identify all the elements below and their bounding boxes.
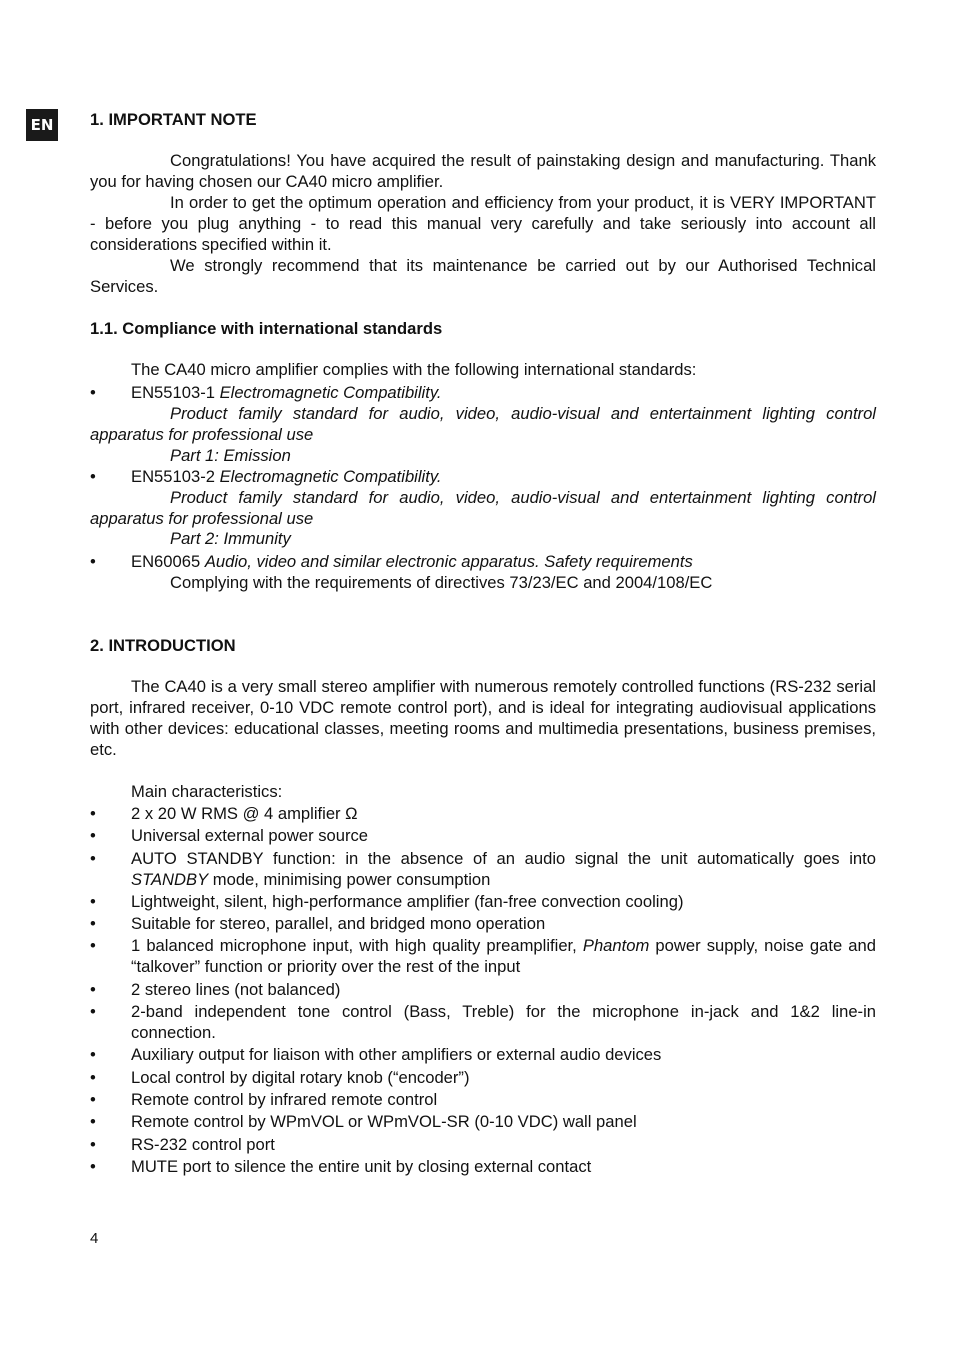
paragraph-text: Part 1: Emission [170, 446, 291, 465]
list-item [90, 1067, 876, 1088]
list-item [90, 1111, 876, 1132]
list-item-text: Lightweight, silent, high-performance amplifier (fan-free convection cooling) [131, 892, 684, 911]
standard-2-description [90, 487, 876, 529]
main-characteristics-label [90, 781, 876, 802]
list-item-text: Universal external power source [131, 826, 369, 845]
list-item-text: 2 stereo lines (not balanced) [131, 980, 341, 999]
paragraph-introduction [90, 676, 876, 760]
standard-code: EN55103-2 [131, 467, 215, 486]
bullet-icon: • [90, 892, 96, 911]
text-segment-italic: STANDBY [131, 870, 209, 889]
paragraph-maintenance [90, 255, 876, 297]
bullet-icon: • [90, 914, 96, 933]
paragraph-text: Product family standard for audio, video, audio-visual and entertainment lighting control apparatus for professional use [90, 488, 876, 528]
bullet-icon: • [90, 849, 96, 868]
bullet-icon: • [90, 552, 96, 571]
text-segment: 1 balanced microphone input, with high quality preamplifier, [131, 936, 577, 955]
list-item-text: Remote control by infrared remote control [131, 1090, 438, 1109]
standard-code: EN55103-1 [131, 383, 215, 402]
list-item-text [131, 848, 876, 890]
bullet-icon: • [90, 804, 96, 823]
section-heading-important-note: 1. IMPORTANT NOTE [90, 110, 257, 129]
list-item-text: 2 x 20 W RMS @ 4 amplifier Ω [131, 804, 358, 823]
paragraph-compliance-intro [90, 359, 876, 380]
standard-title: Audio, video and similar electronic apparatus. Safety requirements [204, 552, 693, 571]
paragraph-text: Complying with the requirements of directives 73/23/EC and 2004/108/EC [170, 573, 713, 592]
list-item-standard-1 [90, 382, 876, 403]
standard-1-part [90, 445, 876, 466]
text-segment: AUTO STANDBY function: in the absence of an audio signal the unit automatically goes into [131, 849, 876, 868]
text-segment: power supply, noise gate and “talkover” function or priority over the rest of the input [131, 936, 876, 976]
paragraph-text: The CA40 is a very small stereo amplifier with numerous remotely controlled functions (RS-232 serial port, infrared receiver, 0-10 VDC remote control port), and is ideal for integrating audiovisual applications with other devices: educational classes, meeting rooms and multimedia presentations, business premises, etc. [90, 677, 876, 759]
paragraph-text: The CA40 micro amplifier complies with the following international standards: [131, 360, 697, 379]
page-number: 4 [90, 1230, 99, 1247]
list-item [90, 913, 876, 934]
list-item [90, 803, 876, 824]
bullet-icon: • [90, 1112, 96, 1131]
bullet-icon: • [90, 1002, 96, 1021]
paragraph-text: Product family standard for audio, video, audio-visual and entertainment lighting control apparatus for professional use [90, 404, 876, 444]
list-item-text: Remote control by WPmVOL or WPmVOL-SR (0-10 VDC) wall panel [131, 1112, 637, 1131]
language-badge: EN [26, 109, 58, 141]
list-item-standard-2 [90, 466, 876, 487]
bullet-icon: • [90, 980, 96, 999]
list-item [90, 1156, 876, 1177]
section-heading-compliance: 1.1. Compliance with international standards [90, 319, 443, 338]
paragraph-text: Main characteristics: [131, 782, 283, 801]
list-item-text: RS-232 control port [131, 1135, 275, 1154]
bullet-icon: • [90, 826, 96, 845]
paragraph-congratulations [90, 150, 876, 192]
list-item-text: MUTE port to silence the entire unit by closing external contact [131, 1157, 592, 1176]
list-item [90, 848, 876, 890]
bullet-icon: • [90, 1068, 96, 1087]
bullet-icon: • [90, 1045, 96, 1064]
list-item [90, 1134, 876, 1155]
standard-code: EN60065 [131, 552, 201, 571]
standard-2-part [90, 528, 876, 549]
list-item-text: 2-band independent tone control (Bass, Treble) for the microphone in-jack and 1&2 line-in connection. [131, 1002, 876, 1042]
standard-title: Electromagnetic Compatibility. [219, 467, 442, 486]
list-item-standard-3 [90, 551, 876, 572]
text-segment: mode, minimising power consumption [212, 870, 491, 889]
bullet-icon: • [90, 1135, 96, 1154]
list-item-text: Auxiliary output for liaison with other amplifiers or external audio devices [131, 1045, 662, 1064]
standard-title: Electromagnetic Compatibility. [219, 383, 442, 402]
standard-1-description [90, 403, 876, 445]
paragraph-text: Congratulations! You have acquired the result of painstaking design and manufacturing. Thank you for having chosen our CA40 micro amplifier. [90, 151, 876, 191]
list-item [90, 935, 876, 977]
bullet-icon: • [90, 1157, 96, 1176]
list-item-text: Suitable for stereo, parallel, and bridged mono operation [131, 914, 546, 933]
bullet-icon: • [90, 1090, 96, 1109]
bullet-icon: • [90, 467, 96, 486]
paragraph-text: We strongly recommend that its maintenance be carried out by our Authorised Technical Services. [90, 256, 876, 296]
standard-3-note [90, 572, 876, 593]
bullet-icon: • [90, 936, 96, 955]
section-heading-introduction: 2. INTRODUCTION [90, 636, 236, 655]
list-item [90, 979, 876, 1000]
list-item [90, 825, 876, 846]
list-item [90, 1089, 876, 1110]
bullet-icon: • [90, 383, 96, 402]
list-item [90, 1001, 876, 1043]
paragraph-optimum-operation [90, 192, 876, 255]
list-item [90, 1044, 876, 1065]
text-segment-italic: Phantom [582, 936, 650, 955]
paragraph-text: Part 2: Immunity [170, 529, 291, 548]
list-item [90, 891, 876, 912]
paragraph-text: In order to get the optimum operation and efficiency from your product, it is VERY IMPORTANT - before you plug anything - to read this manual very carefully and take seriously into account all considerations specified within it. [90, 193, 876, 254]
list-item-text: Local control by digital rotary knob (“encoder”) [131, 1068, 470, 1087]
list-item-text [131, 935, 876, 977]
